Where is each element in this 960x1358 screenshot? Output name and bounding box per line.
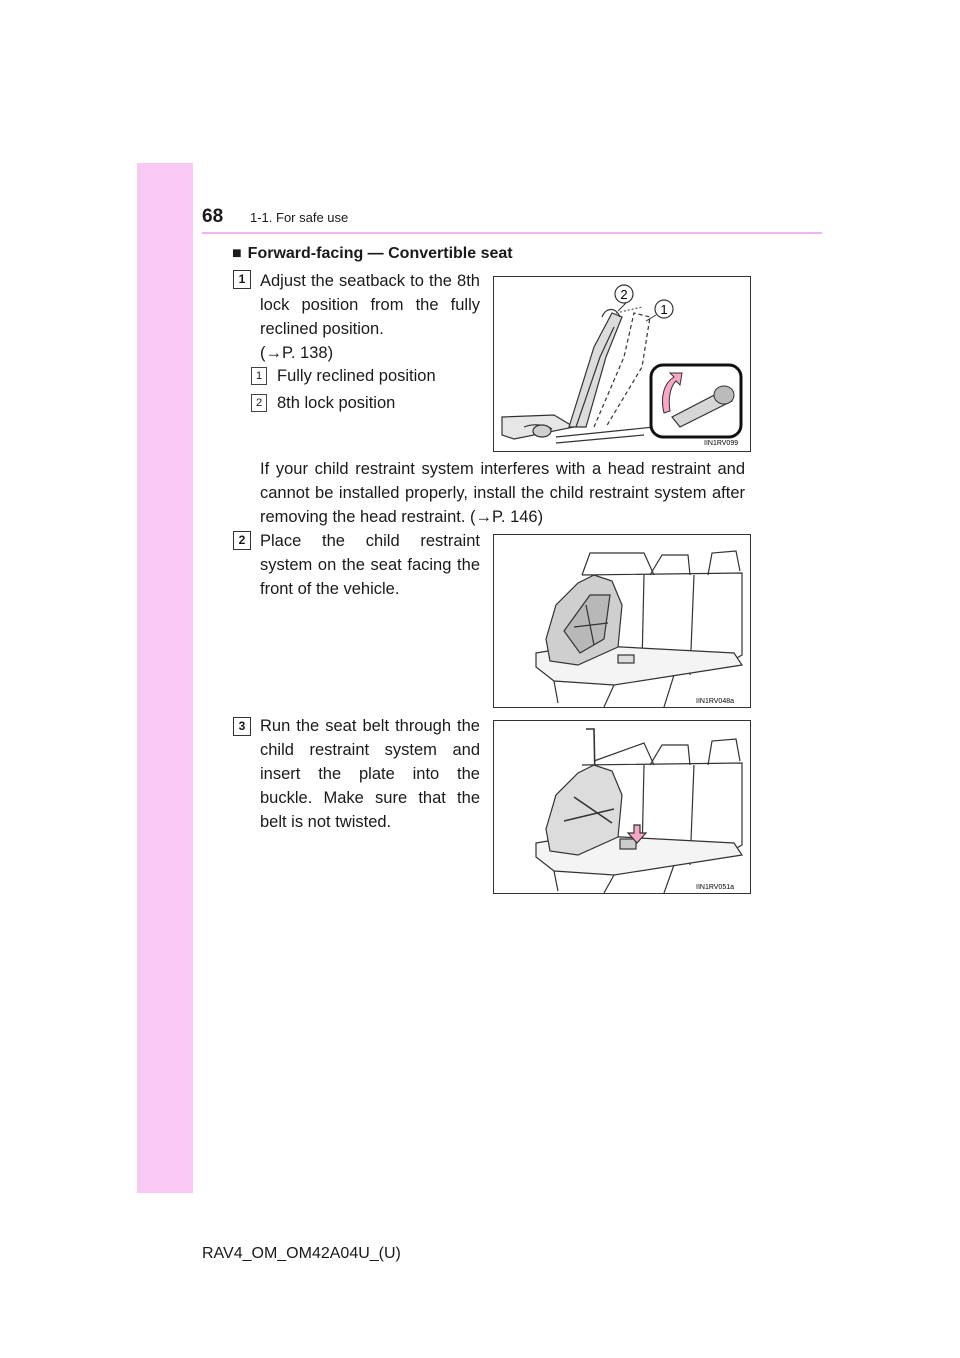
step-number-badge: 3 [233, 717, 251, 736]
rear-seat-illustration [494, 535, 750, 707]
head-restraint-note: If your child restraint system interferes with a head restraint and cannot be installed properly, install the child restraint system after removing the head restraint. (→P. 146) [260, 460, 745, 526]
callout-label: 8th lock position [277, 394, 396, 412]
seatback-recline-figure [493, 276, 751, 452]
step-number-badge: 2 [233, 531, 251, 550]
figure-code: IIN1RV048a [696, 698, 735, 705]
callout-number-badge: 2 [251, 394, 267, 412]
heading-text: Forward-facing — Convertible seat [247, 245, 513, 262]
section-heading [232, 245, 513, 263]
seatback-illustration [494, 277, 750, 451]
step-3-text: Run the seat belt through the child restraint system and insert the plate into the buckle. Make sure that the belt is not twisted. [260, 717, 480, 831]
step-1-reference: (→P. 138) [260, 344, 334, 362]
step-2-text: Place the child restraint system on the seat facing the front of the vehicle. [260, 532, 480, 598]
callout-label: Fully reclined position [277, 367, 436, 385]
callout-fully-reclined [251, 367, 436, 386]
callout-marker-1 [655, 300, 673, 318]
square-bullet-icon: ■ [232, 245, 242, 262]
page-number: 68 [202, 206, 224, 227]
step-number-badge: 1 [233, 270, 251, 289]
lever-inset [651, 365, 741, 437]
callout-marker-2 [615, 285, 633, 303]
callout-number-badge: 1 [251, 367, 267, 385]
figure-code: IIN1RV099 [704, 440, 739, 447]
child-seat-placement-figure [493, 534, 751, 708]
header-divider [202, 232, 822, 234]
document-code: RAV4_OM_OM42A04U_(U) [202, 1245, 401, 1262]
side-tab-band [137, 163, 193, 1193]
marker-1-text: 1 [660, 302, 668, 317]
belt-routing-illustration [494, 721, 750, 893]
figure-code: IIN1RV051a [696, 884, 735, 891]
step-1-text [260, 269, 480, 365]
section-title: 1-1. For safe use [250, 210, 349, 225]
step-1-instruction: Adjust the seatback to the 8th lock position from the fully reclined position. [260, 272, 480, 338]
marker-2-text: 2 [620, 287, 628, 302]
seat-belt-routing-figure [493, 720, 751, 894]
callout-8th-lock [251, 394, 395, 413]
